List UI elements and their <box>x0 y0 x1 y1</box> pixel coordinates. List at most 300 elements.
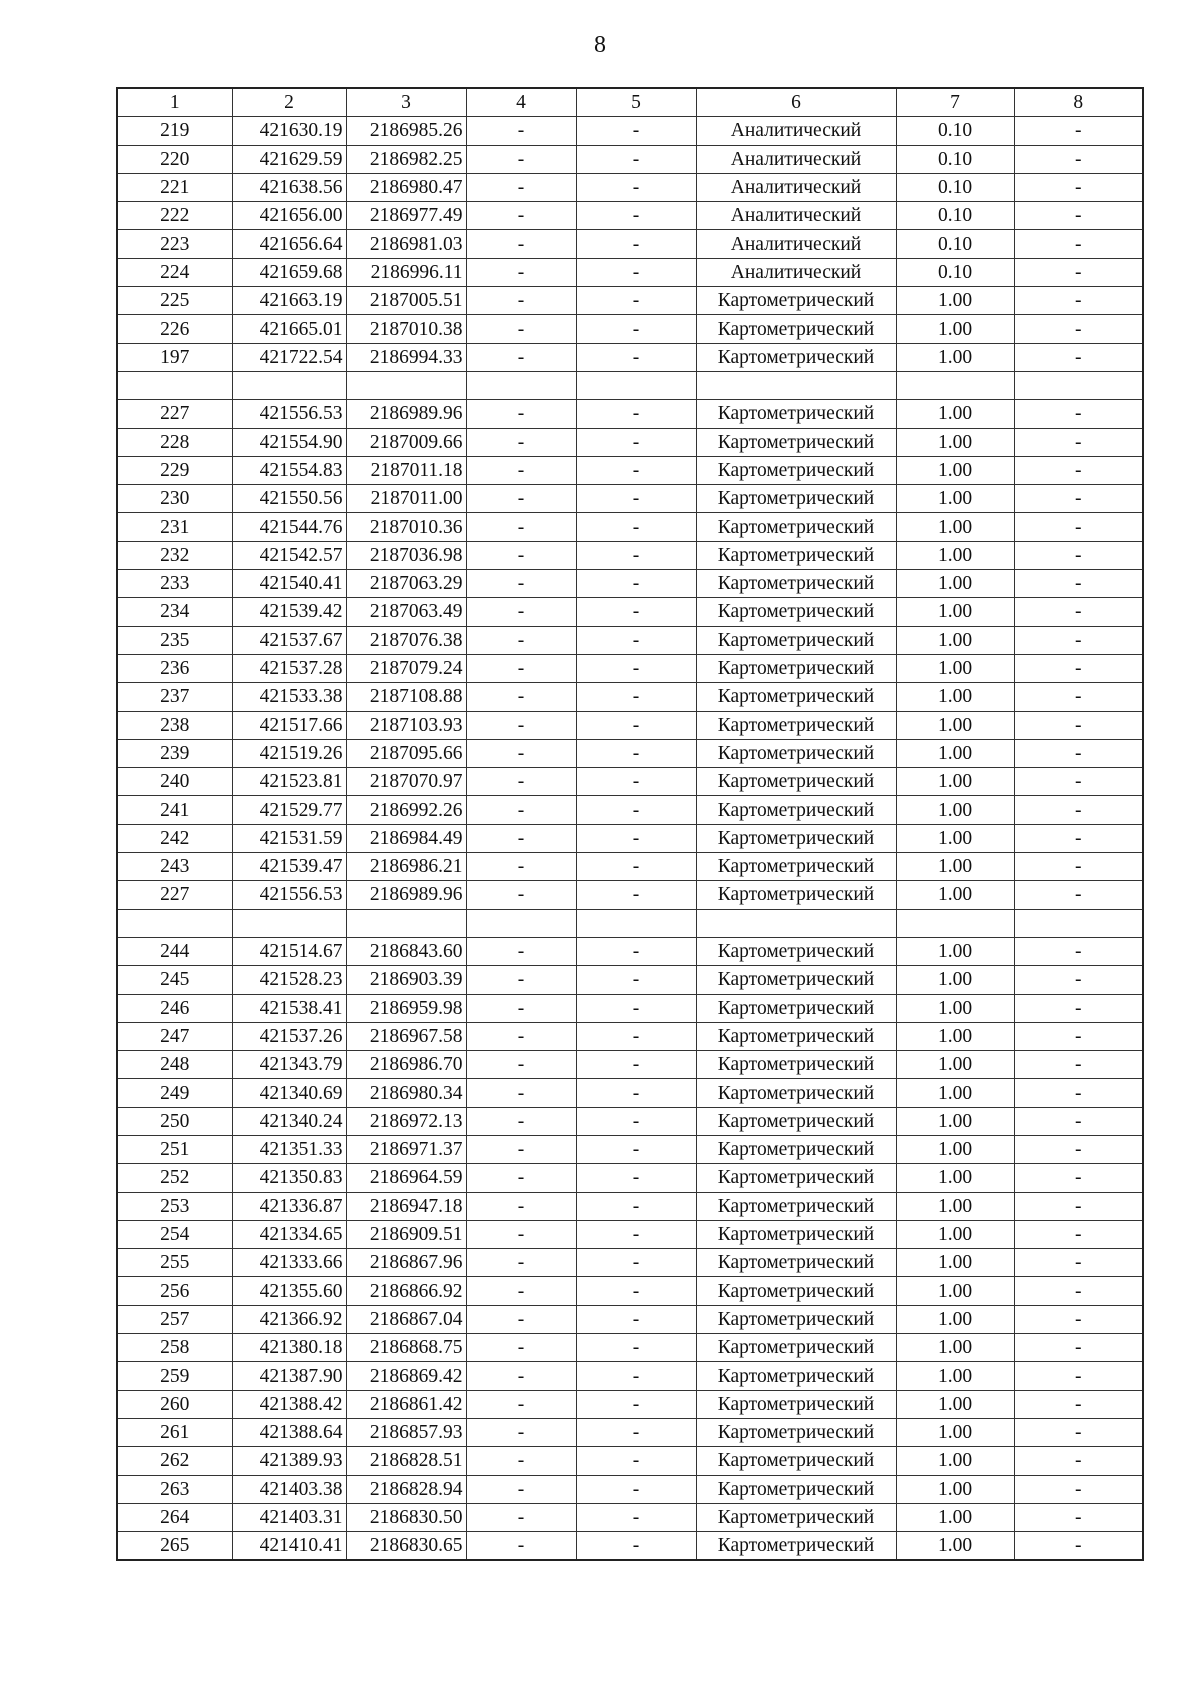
y-coordinate-cell: 2186857.93 <box>346 1418 466 1446</box>
y-coordinate-cell: 2186986.70 <box>346 1051 466 1079</box>
table-row <box>117 541 1143 569</box>
y-coordinate-cell: 2187005.51 <box>346 287 466 315</box>
method-cell: Картометрический <box>696 428 896 456</box>
method-cell: Картометрический <box>696 343 896 371</box>
coordinates-table <box>116 87 1144 1561</box>
col-5-value-cell: - <box>576 428 696 456</box>
col-5-value-cell: - <box>576 1390 696 1418</box>
x-coordinate-cell <box>232 909 346 937</box>
x-coordinate-cell: 421336.87 <box>232 1192 346 1220</box>
point-number-cell: 250 <box>117 1107 232 1135</box>
col-4-value-cell: - <box>466 173 576 201</box>
col-5-value-cell: - <box>576 202 696 230</box>
method-cell: Картометрический <box>696 881 896 909</box>
method-cell: Картометрический <box>696 1079 896 1107</box>
col-4-value-cell: - <box>466 1475 576 1503</box>
col-4-value-cell: - <box>466 1532 576 1561</box>
col-4-value-cell: - <box>466 711 576 739</box>
accuracy-cell: 1.00 <box>896 1022 1014 1050</box>
table-row <box>117 202 1143 230</box>
accuracy-cell: 0.10 <box>896 258 1014 286</box>
col-5-value-cell: - <box>576 768 696 796</box>
y-coordinate-cell: 2186971.37 <box>346 1135 466 1163</box>
accuracy-cell: 1.00 <box>896 1051 1014 1079</box>
point-number-cell: 252 <box>117 1164 232 1192</box>
col-4-value-cell: - <box>466 966 576 994</box>
col-4-value-cell: - <box>466 1079 576 1107</box>
table-row <box>117 1475 1143 1503</box>
col-5-value-cell: - <box>576 173 696 201</box>
table-row <box>117 994 1143 1022</box>
x-coordinate-cell: 421388.42 <box>232 1390 346 1418</box>
table-row <box>117 598 1143 626</box>
col-5-value-cell: - <box>576 1447 696 1475</box>
col-8-value-cell: - <box>1014 966 1143 994</box>
col-5-value-cell: - <box>576 711 696 739</box>
y-coordinate-cell: 2186984.49 <box>346 824 466 852</box>
point-number-cell: 242 <box>117 824 232 852</box>
x-coordinate-cell: 421537.26 <box>232 1022 346 1050</box>
method-cell: Картометрический <box>696 711 896 739</box>
col-4-value-cell: - <box>466 456 576 484</box>
x-coordinate-cell: 421638.56 <box>232 173 346 201</box>
col-8-value-cell: - <box>1014 1051 1143 1079</box>
col-5-value-cell: - <box>576 315 696 343</box>
table-row <box>117 570 1143 598</box>
point-number-cell: 197 <box>117 343 232 371</box>
accuracy-cell: 1.00 <box>896 1532 1014 1561</box>
method-cell: Аналитический <box>696 202 896 230</box>
accuracy-cell: 1.00 <box>896 739 1014 767</box>
accuracy-cell: 0.10 <box>896 202 1014 230</box>
accuracy-cell: 1.00 <box>896 853 1014 881</box>
y-coordinate-cell: 2186977.49 <box>346 202 466 230</box>
method-cell: Аналитический <box>696 117 896 145</box>
col-4-value-cell: - <box>466 1305 576 1333</box>
y-coordinate-cell: 2186994.33 <box>346 343 466 371</box>
col-8-value-cell: - <box>1014 881 1143 909</box>
method-cell: Картометрический <box>696 1051 896 1079</box>
point-number-cell: 255 <box>117 1249 232 1277</box>
page-number: 8 <box>594 32 606 58</box>
col-8-value-cell: - <box>1014 456 1143 484</box>
col-8-value-cell: - <box>1014 117 1143 145</box>
y-coordinate-cell: 2187011.00 <box>346 485 466 513</box>
point-number-cell: 240 <box>117 768 232 796</box>
col-5-value-cell: - <box>576 1277 696 1305</box>
method-cell: Картометрический <box>696 1305 896 1333</box>
point-number-cell: 228 <box>117 428 232 456</box>
table-row <box>117 287 1143 315</box>
accuracy-cell: 1.00 <box>896 966 1014 994</box>
col-8-value-cell: - <box>1014 626 1143 654</box>
table-row <box>117 456 1143 484</box>
x-coordinate-cell: 421656.64 <box>232 230 346 258</box>
table-row <box>117 1164 1143 1192</box>
table-row <box>117 768 1143 796</box>
table-row <box>117 683 1143 711</box>
method-cell <box>696 909 896 937</box>
point-number-cell: 258 <box>117 1334 232 1362</box>
accuracy-cell <box>896 909 1014 937</box>
accuracy-cell: 1.00 <box>896 654 1014 682</box>
method-cell: Картометрический <box>696 570 896 598</box>
accuracy-cell: 1.00 <box>896 1220 1014 1248</box>
point-number-cell: 254 <box>117 1220 232 1248</box>
point-number-cell: 259 <box>117 1362 232 1390</box>
y-coordinate-cell: 2187010.38 <box>346 315 466 343</box>
x-coordinate-cell: 421334.65 <box>232 1220 346 1248</box>
y-coordinate-cell: 2186861.42 <box>346 1390 466 1418</box>
accuracy-cell: 1.00 <box>896 683 1014 711</box>
x-coordinate-cell: 421537.67 <box>232 626 346 654</box>
table-row <box>117 1503 1143 1531</box>
accuracy-cell: 1.00 <box>896 1362 1014 1390</box>
col-8-value-cell: - <box>1014 598 1143 626</box>
accuracy-cell: 0.10 <box>896 145 1014 173</box>
table-row <box>117 1051 1143 1079</box>
y-coordinate-cell: 2186972.13 <box>346 1107 466 1135</box>
y-coordinate-cell: 2187010.36 <box>346 513 466 541</box>
col-4-value-cell: - <box>466 768 576 796</box>
col-5-value-cell: - <box>576 1079 696 1107</box>
accuracy-cell: 1.00 <box>896 1475 1014 1503</box>
accuracy-cell: 1.00 <box>896 1334 1014 1362</box>
spacer-row <box>117 371 1143 399</box>
col-8-value-cell: - <box>1014 1192 1143 1220</box>
col-5-value-cell: - <box>576 570 696 598</box>
x-coordinate-cell: 421630.19 <box>232 117 346 145</box>
method-cell: Аналитический <box>696 173 896 201</box>
col-8-value-cell: - <box>1014 1532 1143 1561</box>
col-4-value-cell: - <box>466 994 576 1022</box>
method-cell: Картометрический <box>696 1135 896 1163</box>
y-coordinate-cell: 2187070.97 <box>346 768 466 796</box>
col-5-value-cell: - <box>576 1220 696 1248</box>
point-number-cell: 256 <box>117 1277 232 1305</box>
table-row <box>117 739 1143 767</box>
method-cell: Картометрический <box>696 287 896 315</box>
col-4-value-cell: - <box>466 881 576 909</box>
col-8-value-cell: - <box>1014 1135 1143 1163</box>
y-coordinate-cell: 2186830.50 <box>346 1503 466 1531</box>
point-number-cell: 219 <box>117 117 232 145</box>
accuracy-cell: 1.00 <box>896 315 1014 343</box>
table-row <box>117 966 1143 994</box>
col-8-value-cell: - <box>1014 541 1143 569</box>
method-cell: Картометрический <box>696 937 896 965</box>
point-number-cell: 248 <box>117 1051 232 1079</box>
col-4-value-cell: - <box>466 1390 576 1418</box>
point-number-cell: 247 <box>117 1022 232 1050</box>
table-row <box>117 711 1143 739</box>
col-5-value-cell: - <box>576 513 696 541</box>
col-8-value-cell: - <box>1014 1079 1143 1107</box>
table-row <box>117 1305 1143 1333</box>
y-coordinate-cell: 2186869.42 <box>346 1362 466 1390</box>
col-5-value-cell <box>576 909 696 937</box>
col-8-value-cell <box>1014 909 1143 937</box>
table-row <box>117 173 1143 201</box>
x-coordinate-cell: 421528.23 <box>232 966 346 994</box>
col-5-value-cell: - <box>576 1135 696 1163</box>
y-coordinate-cell: 2187011.18 <box>346 456 466 484</box>
method-cell: Картометрический <box>696 541 896 569</box>
x-coordinate-cell: 421343.79 <box>232 1051 346 1079</box>
table-row <box>117 1418 1143 1446</box>
point-number-cell: 246 <box>117 994 232 1022</box>
x-coordinate-cell: 421554.83 <box>232 456 346 484</box>
accuracy-cell: 1.00 <box>896 1503 1014 1531</box>
method-cell: Картометрический <box>696 1362 896 1390</box>
accuracy-cell: 1.00 <box>896 1418 1014 1446</box>
y-coordinate-cell: 2186980.34 <box>346 1079 466 1107</box>
col-4-value-cell: - <box>466 315 576 343</box>
y-coordinate-cell: 2187095.66 <box>346 739 466 767</box>
col-5-value-cell: - <box>576 230 696 258</box>
x-coordinate-cell: 421531.59 <box>232 824 346 852</box>
col-5-value-cell: - <box>576 343 696 371</box>
y-coordinate-cell: 2187063.49 <box>346 598 466 626</box>
method-cell: Картометрический <box>696 598 896 626</box>
table-body <box>117 88 1143 1560</box>
col-4-value-cell: - <box>466 1362 576 1390</box>
column-header: 7 <box>896 88 1014 117</box>
table-row <box>117 796 1143 824</box>
accuracy-cell: 0.10 <box>896 230 1014 258</box>
table-row <box>117 1447 1143 1475</box>
col-8-value-cell: - <box>1014 654 1143 682</box>
x-coordinate-cell: 421529.77 <box>232 796 346 824</box>
method-cell: Картометрический <box>696 1475 896 1503</box>
col-8-value-cell: - <box>1014 315 1143 343</box>
point-number-cell: 241 <box>117 796 232 824</box>
col-4-value-cell: - <box>466 428 576 456</box>
col-5-value-cell: - <box>576 1192 696 1220</box>
x-coordinate-cell: 421542.57 <box>232 541 346 569</box>
col-5-value-cell: - <box>576 598 696 626</box>
col-8-value-cell: - <box>1014 230 1143 258</box>
col-5-value-cell: - <box>576 541 696 569</box>
column-header: 8 <box>1014 88 1143 117</box>
accuracy-cell: 1.00 <box>896 428 1014 456</box>
method-cell: Картометрический <box>696 994 896 1022</box>
col-5-value-cell: - <box>576 287 696 315</box>
col-4-value-cell: - <box>466 1249 576 1277</box>
col-8-value-cell: - <box>1014 1475 1143 1503</box>
accuracy-cell: 1.00 <box>896 1107 1014 1135</box>
col-8-value-cell: - <box>1014 145 1143 173</box>
x-coordinate-cell: 421350.83 <box>232 1164 346 1192</box>
accuracy-cell: 1.00 <box>896 711 1014 739</box>
col-5-value-cell: - <box>576 1334 696 1362</box>
y-coordinate-cell: 2186989.96 <box>346 881 466 909</box>
col-4-value-cell: - <box>466 117 576 145</box>
x-coordinate-cell: 421514.67 <box>232 937 346 965</box>
col-4-value-cell: - <box>466 287 576 315</box>
method-cell: Картометрический <box>696 1192 896 1220</box>
table-row <box>117 1334 1143 1362</box>
col-4-value-cell: - <box>466 513 576 541</box>
table-row <box>117 824 1143 852</box>
accuracy-cell: 1.00 <box>896 343 1014 371</box>
y-coordinate-cell: 2187036.98 <box>346 541 466 569</box>
point-number-cell: 235 <box>117 626 232 654</box>
col-8-value-cell: - <box>1014 202 1143 230</box>
point-number-cell: 263 <box>117 1475 232 1503</box>
col-5-value-cell: - <box>576 145 696 173</box>
col-8-value-cell: - <box>1014 853 1143 881</box>
col-8-value-cell: - <box>1014 1164 1143 1192</box>
accuracy-cell: 1.00 <box>896 1447 1014 1475</box>
table-row <box>117 1277 1143 1305</box>
col-8-value-cell: - <box>1014 400 1143 428</box>
col-5-value-cell: - <box>576 824 696 852</box>
accuracy-cell: 1.00 <box>896 513 1014 541</box>
col-4-value-cell: - <box>466 796 576 824</box>
accuracy-cell <box>896 371 1014 399</box>
point-number-cell: 230 <box>117 485 232 513</box>
col-8-value-cell: - <box>1014 768 1143 796</box>
y-coordinate-cell: 2186959.98 <box>346 994 466 1022</box>
col-5-value-cell: - <box>576 739 696 767</box>
point-number-cell <box>117 909 232 937</box>
col-8-value-cell: - <box>1014 1305 1143 1333</box>
x-coordinate-cell: 421663.19 <box>232 287 346 315</box>
accuracy-cell: 1.00 <box>896 881 1014 909</box>
accuracy-cell: 1.00 <box>896 1135 1014 1163</box>
col-4-value-cell: - <box>466 343 576 371</box>
point-number-cell: 232 <box>117 541 232 569</box>
method-cell: Картометрический <box>696 768 896 796</box>
table-row <box>117 117 1143 145</box>
col-4-value-cell: - <box>466 853 576 881</box>
col-8-value-cell: - <box>1014 173 1143 201</box>
col-5-value-cell: - <box>576 485 696 513</box>
col-5-value-cell: - <box>576 994 696 1022</box>
col-5-value-cell: - <box>576 1475 696 1503</box>
point-number-cell <box>117 371 232 399</box>
table-row <box>117 400 1143 428</box>
table-row <box>117 230 1143 258</box>
method-cell: Картометрический <box>696 1107 896 1135</box>
col-4-value-cell: - <box>466 824 576 852</box>
method-cell: Картометрический <box>696 456 896 484</box>
accuracy-cell: 1.00 <box>896 287 1014 315</box>
x-coordinate-cell: 421519.26 <box>232 739 346 767</box>
accuracy-cell: 0.10 <box>896 173 1014 201</box>
method-cell: Картометрический <box>696 853 896 881</box>
point-number-cell: 229 <box>117 456 232 484</box>
accuracy-cell: 1.00 <box>896 1192 1014 1220</box>
point-number-cell: 265 <box>117 1532 232 1561</box>
y-coordinate-cell: 2186909.51 <box>346 1220 466 1248</box>
method-cell: Картометрический <box>696 654 896 682</box>
x-coordinate-cell: 421656.00 <box>232 202 346 230</box>
y-coordinate-cell: 2187063.29 <box>346 570 466 598</box>
accuracy-cell: 1.00 <box>896 626 1014 654</box>
col-4-value-cell: - <box>466 1277 576 1305</box>
table-row <box>117 485 1143 513</box>
point-number-cell: 238 <box>117 711 232 739</box>
accuracy-cell: 1.00 <box>896 1164 1014 1192</box>
col-4-value-cell: - <box>466 1334 576 1362</box>
x-coordinate-cell: 421554.90 <box>232 428 346 456</box>
x-coordinate-cell: 421355.60 <box>232 1277 346 1305</box>
x-coordinate-cell: 421659.68 <box>232 258 346 286</box>
x-coordinate-cell: 421629.59 <box>232 145 346 173</box>
y-coordinate-cell: 2186989.96 <box>346 400 466 428</box>
col-4-value-cell: - <box>466 485 576 513</box>
table-row <box>117 1107 1143 1135</box>
y-coordinate-cell: 2186980.47 <box>346 173 466 201</box>
table-row <box>117 853 1143 881</box>
col-8-value-cell <box>1014 371 1143 399</box>
x-coordinate-cell: 421389.93 <box>232 1447 346 1475</box>
y-coordinate-cell: 2186867.04 <box>346 1305 466 1333</box>
col-4-value-cell: - <box>466 1022 576 1050</box>
accuracy-cell: 1.00 <box>896 598 1014 626</box>
y-coordinate-cell: 2186866.92 <box>346 1277 466 1305</box>
point-number-cell: 262 <box>117 1447 232 1475</box>
point-number-cell: 264 <box>117 1503 232 1531</box>
col-5-value-cell: - <box>576 1305 696 1333</box>
x-coordinate-cell: 421333.66 <box>232 1249 346 1277</box>
table-row <box>117 1390 1143 1418</box>
x-coordinate-cell: 421388.64 <box>232 1418 346 1446</box>
x-coordinate-cell: 421523.81 <box>232 768 346 796</box>
col-5-value-cell: - <box>576 796 696 824</box>
col-5-value-cell: - <box>576 966 696 994</box>
method-cell: Аналитический <box>696 258 896 286</box>
col-4-value-cell: - <box>466 626 576 654</box>
accuracy-cell: 1.00 <box>896 768 1014 796</box>
method-cell: Картометрический <box>696 513 896 541</box>
col-8-value-cell: - <box>1014 1503 1143 1531</box>
x-coordinate-cell <box>232 371 346 399</box>
method-cell: Картометрический <box>696 400 896 428</box>
x-coordinate-cell: 421366.92 <box>232 1305 346 1333</box>
column-header: 2 <box>232 88 346 117</box>
accuracy-cell: 1.00 <box>896 485 1014 513</box>
y-coordinate-cell: 2187108.88 <box>346 683 466 711</box>
accuracy-cell: 1.00 <box>896 456 1014 484</box>
x-coordinate-cell: 421544.76 <box>232 513 346 541</box>
col-4-value-cell: - <box>466 230 576 258</box>
col-4-value-cell: - <box>466 1220 576 1248</box>
point-number-cell: 243 <box>117 853 232 881</box>
col-5-value-cell: - <box>576 881 696 909</box>
x-coordinate-cell: 421387.90 <box>232 1362 346 1390</box>
col-5-value-cell: - <box>576 1249 696 1277</box>
col-8-value-cell: - <box>1014 1022 1143 1050</box>
col-8-value-cell: - <box>1014 683 1143 711</box>
point-number-cell: 225 <box>117 287 232 315</box>
method-cell: Картометрический <box>696 1532 896 1561</box>
point-number-cell: 237 <box>117 683 232 711</box>
method-cell: Картометрический <box>696 1503 896 1531</box>
accuracy-cell: 1.00 <box>896 796 1014 824</box>
method-cell: Картометрический <box>696 683 896 711</box>
col-5-value-cell: - <box>576 1418 696 1446</box>
col-4-value-cell: - <box>466 683 576 711</box>
col-8-value-cell: - <box>1014 937 1143 965</box>
col-5-value-cell: - <box>576 654 696 682</box>
col-8-value-cell: - <box>1014 1418 1143 1446</box>
table-row <box>117 145 1143 173</box>
x-coordinate-cell: 421539.47 <box>232 853 346 881</box>
y-coordinate-cell <box>346 909 466 937</box>
